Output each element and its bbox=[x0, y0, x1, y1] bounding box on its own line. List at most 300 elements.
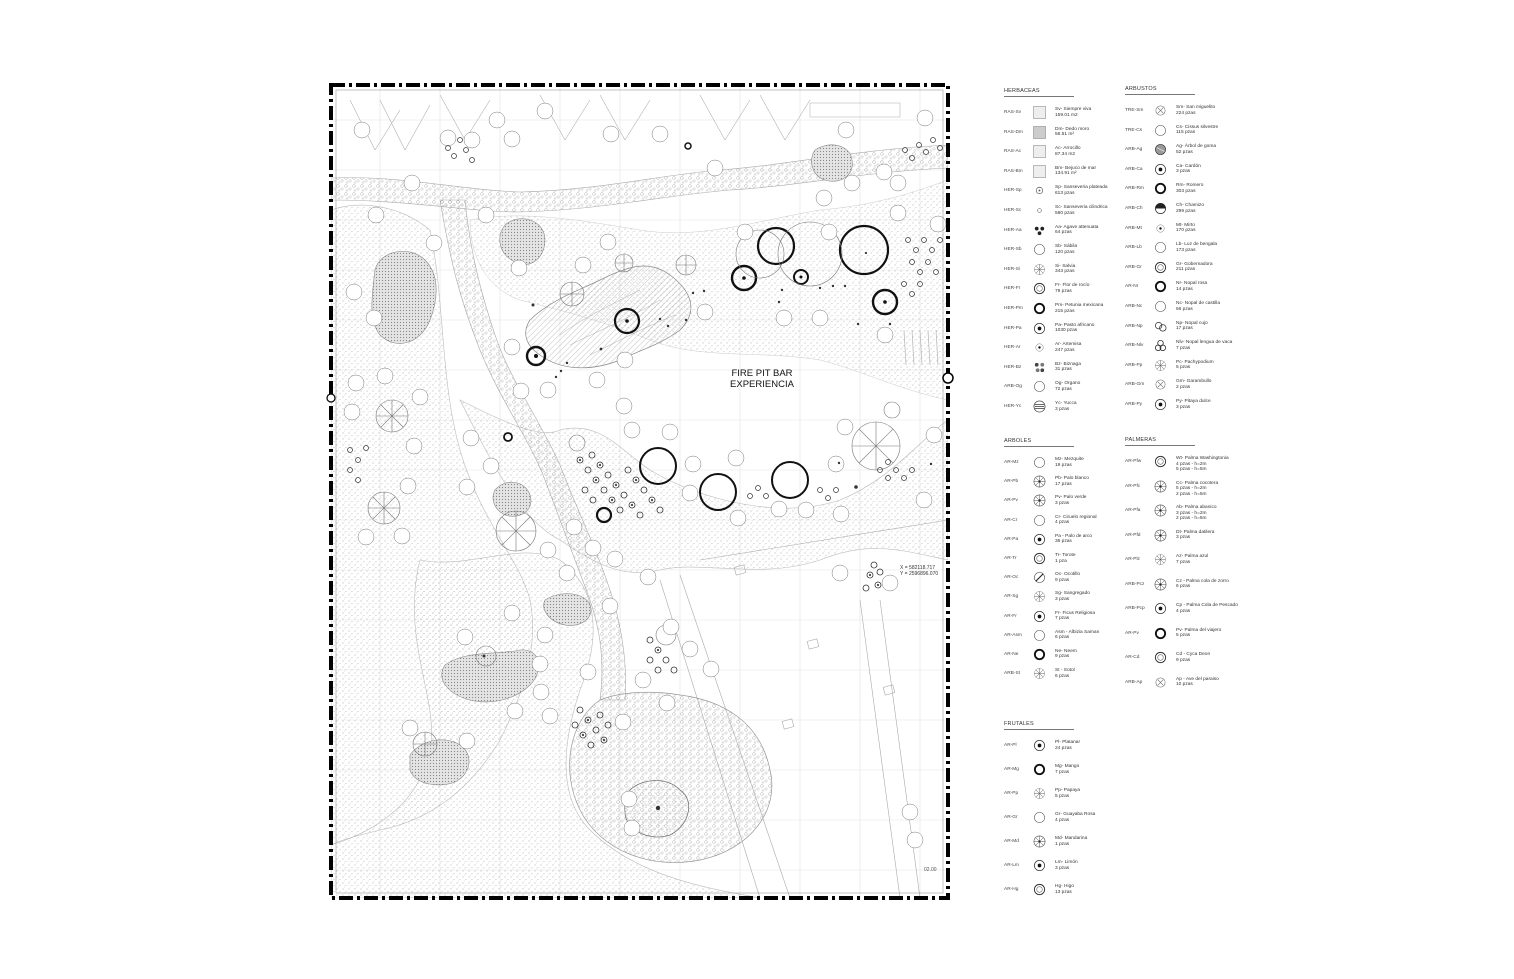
legend-item-text bbox=[1176, 360, 1214, 371]
legend-item-quantity: 299 pzas bbox=[1176, 208, 1196, 214]
legend-item bbox=[1004, 224, 1124, 244]
legend-item bbox=[1004, 145, 1124, 165]
legend-item bbox=[1125, 602, 1245, 627]
legend-item-code: AR-Pl bbox=[1004, 743, 1017, 748]
legend-item-name: Cr- Ciruelo regional bbox=[1055, 514, 1097, 520]
plant-symbol-icon bbox=[1154, 280, 1167, 293]
legend-item-name: Nc- Nopal de castilla bbox=[1176, 300, 1220, 306]
plant-symbol-icon bbox=[1033, 341, 1046, 354]
legend-item-code: ARB-Ap bbox=[1125, 679, 1143, 685]
legend-item-name: Sm- San miguelito bbox=[1176, 105, 1216, 110]
legend-item-quantity: 343 pzas bbox=[1055, 269, 1075, 275]
legend-item-name: Gr- Guayaba Rosa bbox=[1055, 812, 1096, 817]
legend-item-name: Mz- Mezquite bbox=[1055, 457, 1084, 462]
plant-symbol-icon bbox=[1033, 380, 1046, 393]
legend-item-quantity: 170 pzas bbox=[1176, 228, 1196, 234]
legend-item-text bbox=[1055, 323, 1094, 334]
legend-item-name: Ag- Árbol de goma bbox=[1176, 144, 1216, 150]
legend-item bbox=[1004, 475, 1124, 494]
legend-item-code: AR-Asm bbox=[1004, 632, 1022, 638]
legend-item-code: TRE-Cs bbox=[1125, 127, 1143, 133]
legend-item bbox=[1004, 456, 1124, 475]
legend-item-name: Pv- Palma del viajero bbox=[1176, 627, 1222, 633]
legend-item-name: Rm- Romero bbox=[1176, 183, 1204, 189]
legend-item bbox=[1125, 578, 1245, 603]
legend-item-text bbox=[1055, 264, 1075, 275]
legend-item bbox=[1125, 378, 1245, 398]
legend-item-code: AR-Fr bbox=[1004, 613, 1017, 619]
legend-item-code: HER-Sp bbox=[1004, 188, 1022, 194]
plant-symbol-icon bbox=[1033, 263, 1046, 276]
legend-item-text bbox=[1055, 495, 1086, 506]
legend-item-name: Nr- Nopal rosa bbox=[1176, 281, 1208, 287]
legend-item-quantity: 56.51 m² bbox=[1055, 132, 1074, 138]
legend-item-text bbox=[1055, 283, 1089, 294]
legend-item-quantity: 19 pzas bbox=[1055, 462, 1072, 468]
legend-item-quantity: 3 pzas bbox=[1176, 169, 1191, 175]
legend-item-code: AR-Mg bbox=[1004, 767, 1019, 772]
legend-item-code: AR-Gr bbox=[1004, 815, 1018, 820]
plant-symbol-icon bbox=[1154, 241, 1167, 254]
legend-item-code: AR-Pb bbox=[1004, 479, 1019, 485]
legend-item bbox=[1125, 398, 1245, 418]
legend-item-quantity: 5 pzas bbox=[1055, 793, 1070, 799]
planter-blob-4 bbox=[410, 740, 469, 785]
legend-item-text bbox=[1176, 505, 1217, 522]
planter-blob-6 bbox=[812, 145, 853, 182]
plant-symbol-icon bbox=[1154, 300, 1167, 313]
legend-item bbox=[1004, 610, 1124, 629]
plant-symbol-icon bbox=[1154, 602, 1167, 615]
legend-item-code: ARB-Ag bbox=[1125, 147, 1143, 153]
legend-item-name: Np- Nopal cujo bbox=[1176, 320, 1208, 326]
legend-item-quantity: 1 pzas bbox=[1055, 841, 1070, 847]
legend-item-code: HER-Yc bbox=[1004, 403, 1022, 409]
legend-item-text bbox=[1055, 553, 1076, 564]
legend-item-name: Ch- Chamizo bbox=[1176, 202, 1204, 208]
legend-item-code: ARB-Np bbox=[1125, 323, 1143, 329]
legend-item-quantity: 6 pzas bbox=[1055, 673, 1070, 679]
legend-item bbox=[1004, 361, 1124, 381]
legend-item-code: HER-Bz bbox=[1004, 364, 1022, 370]
legend-item-code: RAS-Dm bbox=[1004, 129, 1023, 135]
legend-item bbox=[1125, 651, 1245, 676]
legend-item bbox=[1125, 222, 1245, 242]
legend-item bbox=[1004, 380, 1124, 400]
legend-item-name: Oc- Ocotillo bbox=[1055, 572, 1081, 578]
survey-coordinates bbox=[900, 565, 938, 577]
legend-item bbox=[1125, 339, 1245, 359]
plan-content bbox=[331, 85, 948, 898]
legend-item bbox=[1125, 104, 1245, 124]
legend-item-code: ARB-Gm bbox=[1125, 382, 1145, 388]
legend-item-name: Og- Organo bbox=[1055, 381, 1081, 387]
legend-item-name: Fr- Flor de rocío bbox=[1055, 283, 1090, 289]
legend-item-text bbox=[1176, 125, 1218, 136]
legend-item-quantity: 7 pzas bbox=[1176, 345, 1191, 351]
legend-item bbox=[1125, 261, 1245, 281]
legend-item-name: Wt- Palma Washingtonia bbox=[1176, 456, 1229, 461]
legend-item-quantity: 52 pzas bbox=[1176, 149, 1193, 155]
legend-item-quantity: 211 pzas bbox=[1176, 267, 1196, 273]
legend-item-code: RAS-Sv bbox=[1004, 110, 1022, 115]
legend-item-quantity: 120 pzas bbox=[1055, 249, 1075, 255]
legend-item-quantity: 79 pzas bbox=[1055, 288, 1072, 294]
legend-item-code: ARB-Ca bbox=[1125, 166, 1143, 172]
legend-item bbox=[1125, 359, 1245, 379]
plant-symbol-icon bbox=[1154, 163, 1167, 176]
legend-item-text bbox=[1055, 649, 1077, 660]
plant-symbol-icon bbox=[1033, 224, 1046, 237]
legend-item-text bbox=[1055, 515, 1097, 526]
legend-item-text bbox=[1176, 301, 1220, 312]
plant-symbol-icon bbox=[1033, 571, 1046, 584]
legend-item bbox=[1125, 627, 1245, 652]
plant-symbol-icon bbox=[1154, 398, 1167, 411]
legend-item-name: Dt- Palma datilera bbox=[1176, 529, 1215, 535]
legend-item-quantity: 1030 pzas bbox=[1055, 328, 1078, 334]
legend-item bbox=[1004, 400, 1124, 420]
legend-item bbox=[1004, 648, 1124, 667]
legend-item-quantity: 9 pzas bbox=[1055, 654, 1070, 660]
legend-item-text bbox=[1176, 481, 1218, 498]
legend-item-code: RAS-Ac bbox=[1004, 149, 1022, 155]
legend-item bbox=[1125, 202, 1245, 222]
legend-item-name: Cz - Palma cola de zorro bbox=[1176, 578, 1229, 584]
legend-item-code: ARB-Nc bbox=[1125, 303, 1143, 309]
legend-item bbox=[1004, 263, 1124, 283]
legend-item-quantity: 159.01 m2 bbox=[1055, 112, 1078, 118]
legend-item bbox=[1125, 300, 1245, 320]
legend-item-name: Lb- Luz de bengala bbox=[1176, 242, 1218, 248]
plant-symbol-icon bbox=[1033, 787, 1046, 800]
plant-symbol-icon bbox=[1154, 202, 1167, 215]
plant-symbol-icon bbox=[1154, 104, 1167, 117]
legend-item-quantity: 3 pzas bbox=[1055, 406, 1070, 412]
legend-item-name: Cd - Cyca Deon bbox=[1176, 652, 1211, 657]
legend-item-text bbox=[1055, 630, 1099, 641]
plan-area-title bbox=[712, 368, 812, 390]
legend-item bbox=[1004, 739, 1124, 763]
legend-item-name: Asm - Albizia Saman bbox=[1055, 629, 1100, 635]
legend-frutales bbox=[1004, 721, 1124, 907]
plant-symbol-icon bbox=[1154, 320, 1167, 333]
plant-symbol-icon bbox=[1033, 552, 1046, 565]
legend-item-code: AR-Pfa bbox=[1125, 508, 1141, 513]
legend-item-code: AR-Mz bbox=[1004, 460, 1019, 465]
legend-item bbox=[1004, 811, 1124, 835]
plant-symbol-icon bbox=[1154, 182, 1167, 195]
plant-symbol-icon bbox=[1033, 514, 1046, 527]
plant-symbol-icon bbox=[1154, 504, 1167, 517]
plant-symbol-icon bbox=[1033, 494, 1046, 507]
legend-item-quantity: 7 pzas bbox=[1055, 616, 1070, 622]
legend-item-text bbox=[1176, 456, 1229, 473]
legend-item-quantity: 7 pzas bbox=[1176, 559, 1191, 565]
legend-item-quantity: 17 pzas bbox=[1176, 326, 1193, 332]
legend-item-text bbox=[1176, 677, 1219, 688]
legend-item-quantity: 13 pzas bbox=[1055, 889, 1072, 895]
legend-item-code: ARB-Lb bbox=[1125, 245, 1142, 251]
legend-item-code: ARB-Gr bbox=[1125, 264, 1142, 270]
legend-item-quantity: 4 pzas bbox=[1055, 817, 1070, 823]
legend-item bbox=[1004, 494, 1124, 513]
plant-symbol-icon bbox=[1033, 126, 1046, 139]
legend-item-code: HER-Fr bbox=[1004, 286, 1021, 292]
legend-item-text bbox=[1055, 884, 1074, 895]
legend-item-code: AR-Plz bbox=[1125, 557, 1140, 562]
legend-title: ARBOLES bbox=[1004, 438, 1074, 447]
plant-symbol-icon bbox=[1033, 184, 1046, 197]
legend-item-text bbox=[1176, 321, 1208, 332]
legend-item-quantity: 303 pzas bbox=[1176, 188, 1196, 194]
legend-item-code: ARB-Og bbox=[1004, 384, 1022, 390]
legend-item-quantity: 31 pzas bbox=[1055, 367, 1072, 373]
legend-item-quantity: 5 pzas - h=2m bbox=[1176, 486, 1207, 492]
legend-item-quantity: 17 pzas bbox=[1055, 481, 1072, 487]
legend-item-text bbox=[1176, 554, 1208, 565]
legend-item-name: Aa- Agave attenuata bbox=[1055, 224, 1099, 230]
legend-item-quantity-2: 2 pzas - h=5m bbox=[1176, 516, 1207, 522]
legend-item bbox=[1125, 182, 1245, 202]
plant-symbol-icon bbox=[1033, 282, 1046, 295]
legend-item-code: HER-Pa bbox=[1004, 325, 1022, 331]
legend-item-code: ARB-Mt bbox=[1125, 225, 1142, 231]
legend-item-code: HER-Sb bbox=[1004, 247, 1022, 253]
legend-item-quantity: 115 pzas bbox=[1176, 130, 1196, 136]
plant-symbol-icon bbox=[1033, 533, 1046, 546]
legend-item-code: HER-Ar bbox=[1004, 345, 1021, 351]
plant-symbol-icon bbox=[1033, 322, 1046, 335]
legend-item-text bbox=[1055, 860, 1078, 871]
legend-item-text bbox=[1055, 476, 1089, 487]
plant-symbol-icon bbox=[1033, 302, 1046, 315]
legend-item-text bbox=[1055, 381, 1080, 392]
legend-item-text bbox=[1176, 340, 1232, 351]
legend-item-quantity: 10 pzas bbox=[1176, 682, 1193, 688]
coord-y: Y = 2596896.070 bbox=[900, 571, 939, 577]
legend-arbustos bbox=[1125, 86, 1245, 418]
legend-item bbox=[1125, 163, 1245, 183]
legend-item-name: Cp - Palma Cola de Pescado bbox=[1176, 603, 1238, 608]
plant-symbol-icon bbox=[1154, 651, 1167, 664]
plant-symbol-icon bbox=[1154, 378, 1167, 391]
legend-item-name: Pv- Palo verde bbox=[1055, 495, 1087, 501]
legend-item-quantity: 9 pzas bbox=[1176, 657, 1191, 663]
legend-item-text bbox=[1176, 183, 1203, 194]
legend-arboles bbox=[1004, 438, 1124, 686]
plant-symbol-icon bbox=[1033, 811, 1046, 824]
plant-symbol-icon bbox=[1033, 106, 1046, 119]
plant-symbol-icon bbox=[1154, 222, 1167, 235]
legend-item-text bbox=[1176, 281, 1207, 292]
plant-symbol-icon bbox=[1033, 610, 1046, 623]
legend-title: ARBUSTOS bbox=[1125, 86, 1195, 95]
legend-item bbox=[1125, 676, 1245, 701]
legend-item-code: AR-Pv bbox=[1125, 630, 1139, 636]
legend-item-code: ARB-St bbox=[1004, 671, 1020, 677]
legend-item-quantity: 24 pzas bbox=[1055, 745, 1072, 751]
legend-item-name: Nlv- Nopal lengua de vaca bbox=[1176, 340, 1233, 346]
legend-item-code: ARB-Ch bbox=[1125, 205, 1143, 211]
legend-item-code: AR-Pfw bbox=[1125, 459, 1142, 464]
legend-item-text bbox=[1055, 303, 1103, 314]
legend-item-text bbox=[1176, 652, 1210, 663]
ground-area-north-east bbox=[470, 180, 948, 400]
legend-item bbox=[1004, 859, 1124, 883]
legend-item-text bbox=[1176, 105, 1215, 116]
legend-item-name: Pm- Petunia mexicana bbox=[1055, 302, 1104, 308]
legend-title: PALMERAS bbox=[1125, 437, 1195, 446]
legend-item-name: Gm- Garambullo bbox=[1176, 379, 1212, 385]
legend-item-text bbox=[1055, 146, 1081, 157]
legend-item-code: HER-Pm bbox=[1004, 305, 1023, 311]
legend-item-quantity: 66 pzas bbox=[1176, 306, 1193, 312]
legend-item-quantity: 9 pzas bbox=[1055, 577, 1070, 583]
legend-item-quantity: 3 pzas bbox=[1055, 500, 1070, 506]
legend-item-text bbox=[1176, 262, 1213, 273]
plant-symbol-icon bbox=[1154, 339, 1167, 352]
legend-item-quantity: 2 pzas bbox=[1176, 384, 1191, 390]
legend-item-name: Sg- Sangregado bbox=[1055, 591, 1090, 597]
legend-item-code: AR-Nr bbox=[1125, 284, 1139, 290]
legend-item-quantity: 3 pzas bbox=[1176, 535, 1191, 541]
legend-item-name: Gr- Gobernadora bbox=[1176, 261, 1213, 267]
legend-item-quantity: 247 pzas bbox=[1055, 347, 1075, 353]
legend-item-name: Fr- Ficus Religiosa bbox=[1055, 610, 1095, 616]
legend-item-name: Py- Pitaya dulce bbox=[1176, 398, 1211, 404]
legend-item bbox=[1004, 533, 1124, 552]
legend-item-name: Sb- Sábila bbox=[1055, 244, 1078, 250]
plant-symbol-icon bbox=[1154, 627, 1167, 640]
plant-symbol-icon bbox=[1033, 648, 1046, 661]
legend-item bbox=[1125, 529, 1245, 554]
plant-symbol-icon bbox=[1033, 243, 1046, 256]
plant-symbol-icon bbox=[1033, 763, 1046, 776]
level-mark: 02.00 bbox=[924, 867, 937, 873]
legend-item-text bbox=[1055, 572, 1080, 583]
legend-item bbox=[1004, 835, 1124, 859]
legend-item-text bbox=[1055, 534, 1092, 545]
legend-item-text bbox=[1055, 764, 1079, 775]
legend-item-name: Sp- Sanseveria plateada bbox=[1055, 185, 1108, 191]
legend-item-quantity: 4 pzas bbox=[1176, 608, 1191, 614]
legend-item-code: AR-Hg bbox=[1004, 887, 1019, 892]
legend-item-quantity: 64 pzas bbox=[1055, 230, 1072, 236]
plan-area-title-line1: FIRE PIT BAR bbox=[731, 368, 793, 379]
legend-item-text bbox=[1055, 205, 1108, 216]
legend-item-quantity: 4 pzas - h=2m bbox=[1176, 461, 1207, 467]
legend-item-text bbox=[1176, 164, 1201, 175]
legend-item-name: Md- Mandarina bbox=[1055, 836, 1088, 841]
legend-item bbox=[1125, 143, 1245, 163]
legend-item-name: Tr- Torote bbox=[1055, 552, 1076, 558]
plant-symbol-icon bbox=[1033, 400, 1046, 413]
legend-item-name: Mt- Mirto bbox=[1176, 222, 1195, 228]
terrace-fans bbox=[350, 95, 810, 150]
legend-item bbox=[1125, 480, 1245, 505]
legend-item bbox=[1004, 165, 1124, 185]
legend-item-code: ARB-Pcz bbox=[1125, 581, 1145, 587]
plant-symbol-icon bbox=[1033, 859, 1046, 872]
plant-symbol-icon bbox=[1033, 204, 1046, 217]
legend-item-name: Yc- Yucca bbox=[1055, 400, 1077, 406]
legend-item-name: Cs- Cissus silvestre bbox=[1176, 124, 1219, 130]
legend-item-text bbox=[1176, 242, 1217, 253]
legend-item-text bbox=[1055, 788, 1080, 799]
legend-item bbox=[1004, 552, 1124, 571]
boundary-marker bbox=[327, 394, 335, 402]
legend-item-quantity: 5 pzas bbox=[1176, 633, 1191, 639]
legend-item bbox=[1125, 124, 1245, 144]
legend-item-name: Ar- Artemisa bbox=[1055, 342, 1082, 348]
legend-herbaceas bbox=[1004, 88, 1124, 420]
plant-symbol-icon bbox=[1154, 480, 1167, 493]
legend-item-text bbox=[1055, 611, 1095, 622]
boundary-marker bbox=[943, 373, 953, 383]
legend-item-code: ARB-Py bbox=[1125, 401, 1143, 407]
legend-item-name: Bz- Biznaga bbox=[1055, 361, 1081, 367]
legend-item-name: Pb- Palo blanco bbox=[1055, 476, 1089, 482]
legend-item-name: Si- Salvia bbox=[1055, 263, 1076, 269]
legend-item bbox=[1004, 341, 1124, 361]
legend-item-quantity: 6 pzas bbox=[1176, 584, 1191, 590]
legend-item-quantity: 3 pzas bbox=[1055, 865, 1070, 871]
legend-item-quantity: 134.91 m² bbox=[1055, 171, 1077, 177]
legend-item bbox=[1004, 282, 1124, 302]
legend-item bbox=[1004, 590, 1124, 609]
legend-item bbox=[1004, 106, 1124, 126]
plant-symbol-icon bbox=[1033, 667, 1046, 680]
legend-item-name: Ca- Cardón bbox=[1176, 163, 1201, 169]
legend-item bbox=[1125, 320, 1245, 340]
legend-item-quantity: 4 pzas bbox=[1055, 520, 1070, 526]
legend-item-text bbox=[1176, 379, 1211, 390]
legend-item-quantity: 5 pzas bbox=[1176, 365, 1191, 371]
legend-item-quantity: 215 pzas bbox=[1055, 308, 1075, 314]
legend-item-code: RAS-Bm bbox=[1004, 168, 1023, 174]
legend-item-name: Sc- Sanseveria cilindrica bbox=[1055, 204, 1108, 210]
legend-item-name: Ab- Palma abanico bbox=[1176, 505, 1217, 510]
plant-symbol-icon bbox=[1033, 145, 1046, 158]
legend-item-text bbox=[1055, 591, 1090, 602]
plant-symbol-icon bbox=[1033, 165, 1046, 178]
legend-title: HERBACEAS bbox=[1004, 88, 1074, 97]
legend-item-code: TRE-Sm bbox=[1125, 108, 1144, 113]
legend-item bbox=[1004, 629, 1124, 648]
plant-symbol-icon bbox=[1033, 361, 1046, 374]
legend-item-code: ARB-Rm bbox=[1125, 186, 1144, 192]
legend-item-text bbox=[1176, 223, 1195, 234]
legend-item-name: Ap - Ave del paraiso bbox=[1176, 676, 1219, 682]
legend-item-code: AR-Cr bbox=[1004, 517, 1018, 523]
legend-item-text bbox=[1055, 362, 1081, 373]
legend-item-quantity: 7 pzas bbox=[1055, 769, 1070, 775]
legend-item bbox=[1004, 763, 1124, 787]
legend-item-code: AR-Pfd bbox=[1125, 532, 1141, 538]
legend-item-text bbox=[1055, 668, 1075, 679]
legend-item-name: Lm- Limón bbox=[1055, 860, 1078, 865]
legend-item-text bbox=[1176, 579, 1229, 590]
legend-item-code: AR-Pfc bbox=[1125, 483, 1141, 489]
legend-item-text bbox=[1055, 244, 1077, 255]
legend-item-quantity-2: 2 pzas - h=5m bbox=[1176, 491, 1207, 497]
legend-item-name: Mg- Mango bbox=[1055, 764, 1080, 769]
legend-item-code: AR-Pv bbox=[1004, 498, 1018, 504]
legend-item bbox=[1004, 126, 1124, 146]
legend-item-text bbox=[1055, 107, 1091, 118]
legend-item-text bbox=[1055, 166, 1096, 177]
